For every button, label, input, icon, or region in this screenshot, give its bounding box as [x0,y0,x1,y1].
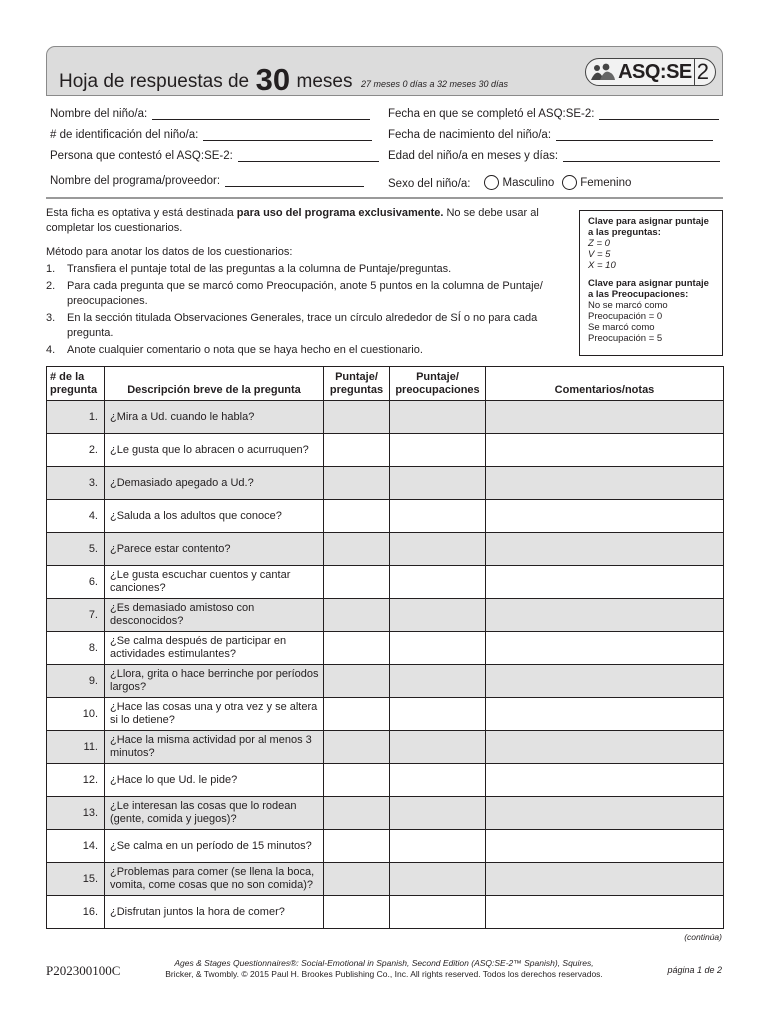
table-row [47,632,724,665]
question-number: 11. [47,731,105,764]
score-cell[interactable] [324,896,390,929]
child-id-label: # de identificación del niño/a: [50,129,199,141]
comments-cell[interactable] [486,533,724,566]
question-description: ¿Hace la misma actividad por al menos 3 minutos? [105,731,324,764]
score-cell[interactable] [324,797,390,830]
score-cell[interactable] [324,731,390,764]
comments-cell[interactable] [486,401,724,434]
concern-score-cell[interactable] [390,731,486,764]
age-field[interactable] [388,150,720,162]
child-id-field[interactable] [50,129,372,141]
field-row-3 [50,150,722,168]
form-code: P202300100C [46,963,121,978]
table-row [47,830,724,863]
table-row [47,863,724,896]
key-z: Z = 0 [588,238,610,249]
sex-male-option[interactable] [484,175,554,190]
intro-text-bold: para uso del programa exclusivamente. [236,207,444,219]
table-header-row [47,367,724,401]
logo-text: ASQ:SE [618,60,692,83]
question-description: ¿Le gusta que lo abracen o acurruquen? [105,434,324,467]
step-text: Transfiera el puntaje total de las preguntas a la columna de Puntaje/preguntas. [67,263,452,275]
form-title [59,59,508,95]
concern-score-cell[interactable] [390,863,486,896]
comments-cell[interactable] [486,665,724,698]
child-name-blank[interactable] [152,108,370,120]
key-v: V = 5 [588,249,611,260]
method-step [46,279,566,309]
table-row [47,401,724,434]
age-label: Edad del niño/a en meses y días: [388,150,559,162]
comments-cell[interactable] [486,863,724,896]
scoring-key-box [579,210,723,356]
program-field[interactable] [50,175,364,187]
citation-line-2: Bricker, & Twombly. © 2015 Paul H. Brookes Publishing Co., Inc. All rights reserved. Todos los derechos reservados. [165,969,603,979]
question-description: ¿Disfrutan juntos la hora de comer? [105,896,324,929]
female-radio[interactable] [562,175,577,190]
concern-score-cell[interactable] [390,566,486,599]
comments-cell[interactable] [486,500,724,533]
field-row-2 [50,129,722,147]
question-number: 13. [47,797,105,830]
concern-score-cell[interactable] [390,764,486,797]
table-row [47,500,724,533]
question-number: 1. [47,401,105,434]
table-row [47,434,724,467]
comments-cell[interactable] [486,599,724,632]
method-step [46,343,566,358]
table-row [47,896,724,929]
comments-cell[interactable] [486,566,724,599]
question-description: ¿Hace las cosas una y otra vez y se altera si lo detiene? [105,698,324,731]
concern-score-cell[interactable] [390,797,486,830]
step-number: 1. [46,263,56,275]
intro-text-a: Esta ficha es optativa y está destinada [46,207,237,219]
answer-table [46,366,724,929]
asq-se2-logo [585,58,716,86]
col-concern-score: Puntaje/ preocupaciones [390,367,486,401]
male-radio[interactable] [484,175,499,190]
key-no-value: Preocupación = 0 [588,311,663,322]
date-completed-label: Fecha en que se completó el ASQ:SE-2: [388,108,595,120]
field-row-1 [50,108,722,126]
score-cell[interactable] [324,467,390,500]
concern-score-cell[interactable] [390,533,486,566]
concern-score-cell[interactable] [390,434,486,467]
sex-label: Sexo del niño/a: [388,178,471,190]
score-cell[interactable] [324,401,390,434]
instructions [46,206,566,360]
concern-score-cell[interactable] [390,632,486,665]
birth-date-label: Fecha de nacimiento del niño/a: [388,129,552,141]
question-description: ¿Se calma en un período de 15 minutos? [105,830,324,863]
concern-score-cell[interactable] [390,500,486,533]
concern-score-cell[interactable] [390,401,486,434]
table-row [47,797,724,830]
comments-cell[interactable] [486,731,724,764]
male-label: Masculino [502,176,555,189]
comments-cell[interactable] [486,797,724,830]
question-number: 14. [47,830,105,863]
question-description: ¿Le interesan las cosas que lo rodean (gente, comida y juegos)? [105,797,324,830]
concern-score-cell[interactable] [390,896,486,929]
birth-date-field[interactable] [388,129,713,141]
score-cell[interactable] [324,698,390,731]
step-text: Para cada pregunta que se marcó como Preocupación, anote 5 puntos en la columna de Puntaje/ preocupaciones. [67,280,543,307]
child-name-field[interactable] [50,108,370,120]
question-number: 5. [47,533,105,566]
respondent-field[interactable] [50,150,379,162]
table-row [47,764,724,797]
question-number: 8. [47,632,105,665]
score-cell[interactable] [324,500,390,533]
question-description: ¿Es demasiado amistoso con desconocidos? [105,599,324,632]
table-row [47,566,724,599]
sex-female-option[interactable] [562,175,631,190]
score-cell[interactable] [324,599,390,632]
question-number: 4. [47,500,105,533]
comments-cell[interactable] [486,830,724,863]
method-step [46,311,566,341]
step-number: 2. [46,280,56,292]
step-number: 3. [46,312,56,324]
col-description: Descripción breve de la pregunta [105,367,324,401]
comments-cell[interactable] [486,896,724,929]
question-number: 12. [47,764,105,797]
key-x: X = 10 [588,260,616,271]
table-row [47,599,724,632]
col-score: Puntaje/ preguntas [324,367,390,401]
question-description: ¿Hace lo que Ud. le pide? [105,764,324,797]
method-heading: Método para anotar los datos de los cuestionarios: [46,246,293,258]
continued-note: (continúa) [684,932,722,942]
score-cell[interactable] [324,764,390,797]
question-number: 2. [47,434,105,467]
score-cell[interactable] [324,566,390,599]
citation-line-1: Ages & Stages Questionnaires®: Social-Emotional in Spanish, Second Edition (ASQ:SE-2™ Spanish), Squires, [174,958,594,968]
age-blank[interactable] [563,150,720,162]
concern-score-cell[interactable] [390,599,486,632]
comments-cell[interactable] [486,434,724,467]
question-description: ¿Parece estar contento? [105,533,324,566]
concern-score-cell[interactable] [390,665,486,698]
key-yes-value: Preocupación = 5 [588,333,663,344]
female-label: Femenino [580,176,632,189]
title-prefix: Hoja de respuestas de [59,71,250,92]
program-label: Nombre del programa/proveedor: [50,175,221,187]
question-description: ¿Llora, grita o hace berrinche por períodos largos? [105,665,324,698]
section-divider [46,197,723,199]
concern-score-cell[interactable] [390,467,486,500]
respondent-label: Persona que contestó el ASQ:SE-2: [50,150,233,162]
intro-paragraph [46,206,566,236]
title-age-number: 30 [255,62,291,97]
birth-date-blank[interactable] [556,129,713,141]
comments-cell[interactable] [486,698,724,731]
method-steps [46,262,566,358]
table-row [47,467,724,500]
copyright-citation [150,958,618,980]
age-range: 27 meses 0 días a 32 meses 30 días [360,79,509,89]
child-id-blank[interactable] [203,129,372,141]
question-number: 6. [47,566,105,599]
field-row-4 [50,175,722,193]
table-row [47,731,724,764]
question-number: 16. [47,896,105,929]
question-description: ¿Mira a Ud. cuando le habla? [105,401,324,434]
title-suffix: meses [296,71,353,92]
respondent-blank[interactable] [238,150,379,162]
program-blank[interactable] [225,175,364,187]
score-cell[interactable] [324,830,390,863]
step-number: 4. [46,344,56,356]
date-completed-blank[interactable] [599,108,719,120]
col-question-number: # de la pregunta [47,367,105,401]
key-concerns-heading: Clave para asignar puntaje a las Preocupaciones: [588,278,709,300]
family-figures-icon [590,63,616,81]
question-description: ¿Saluda a los adultos que conoce? [105,500,324,533]
concern-score-cell[interactable] [390,830,486,863]
comments-cell[interactable] [486,467,724,500]
score-cell[interactable] [324,434,390,467]
question-number: 10. [47,698,105,731]
question-description: ¿Le gusta escuchar cuentos y cantar canciones? [105,566,324,599]
step-text: En la sección titulada Observaciones Generales, trace un círculo alrededor de SÍ o no para cada pregunta. [67,312,538,339]
step-text: Anote cualquier comentario o nota que se haya hecho en el cuestionario. [67,344,423,356]
score-cell[interactable] [324,665,390,698]
question-number: 9. [47,665,105,698]
logo-number: 2 [694,59,709,85]
score-cell[interactable] [324,863,390,896]
child-name-label: Nombre del niño/a: [50,108,148,120]
key-no-label: No se marcó como [588,300,668,311]
score-cell[interactable] [324,533,390,566]
col-comments: Comentarios/notas [486,367,724,401]
key-yes-label: Se marcó como [588,322,655,333]
question-description: ¿Se calma después de participar en actividades estimulantes? [105,632,324,665]
date-completed-field[interactable] [388,108,719,120]
question-number: 3. [47,467,105,500]
key-questions-heading: Clave para asignar puntaje a las preguntas: [588,216,709,238]
concern-score-cell[interactable] [390,698,486,731]
sex-field [388,175,631,190]
comments-cell[interactable] [486,632,724,665]
question-number: 15. [47,863,105,896]
question-description: ¿Demasiado apegado a Ud.? [105,467,324,500]
intro-text-c: No se debe usar al completar los cuestionarios. [46,207,539,234]
page-number: página 1 de 2 [667,965,722,975]
table-row [47,533,724,566]
question-description: ¿Problemas para comer (se llena la boca, vomita, come cosas que no son comida)? [105,863,324,896]
table-row [47,698,724,731]
comments-cell[interactable] [486,764,724,797]
table-row [47,665,724,698]
table-body [47,401,724,929]
question-number: 7. [47,599,105,632]
form-header [46,46,723,96]
method-step [46,262,566,277]
score-cell[interactable] [324,632,390,665]
